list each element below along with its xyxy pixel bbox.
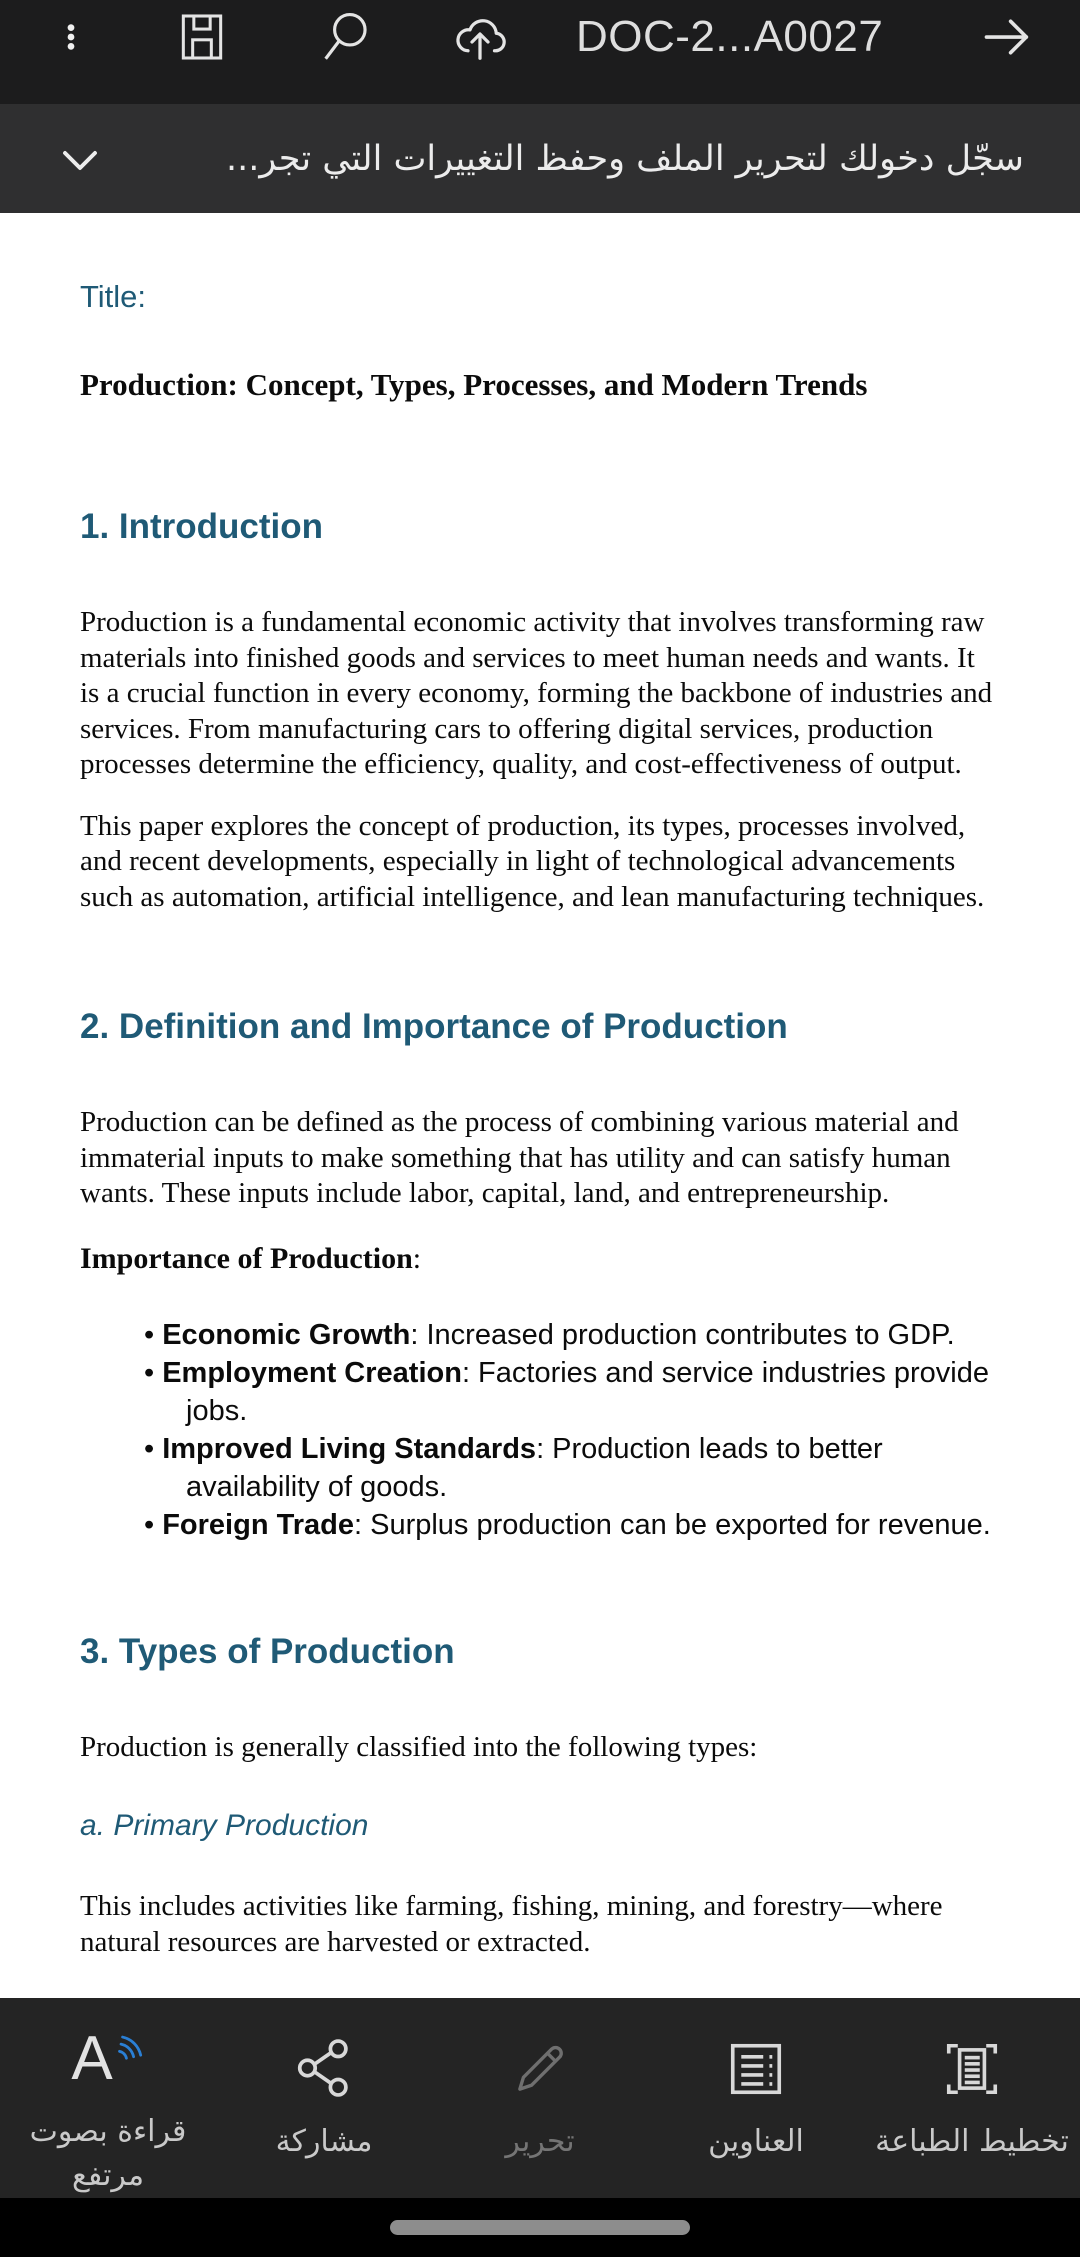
importance-of-production-label xyxy=(80,1242,994,1276)
headings-label: العناوين xyxy=(708,2124,804,2159)
document-view[interactable] xyxy=(0,213,1080,2063)
paragraph-intro-1: Production is a fundamental economic activity that involves transforming raw materials into finished goods and services to meet human needs and wants. It is a crucial function in every economy, forming the backbone of industries and services. From manufacturing cars to offering digital services, production processes determine the efficiency, quality, and cost-effectiveness of output. xyxy=(80,606,993,780)
section-heading-definition: 2. Definition and Importance of Production xyxy=(80,1007,788,1046)
cloud-upload-icon[interactable] xyxy=(450,7,510,67)
bullet-improved-living-standards: • Improved Living Standards: Production leads to better availability of goods. xyxy=(80,1430,994,1506)
share-icon xyxy=(292,2026,356,2100)
read-aloud-label: قراءة بصوت مرتفع xyxy=(29,2114,187,2193)
share-label: مشاركة xyxy=(275,2124,373,2159)
bottom-toolbar xyxy=(0,1998,1080,2198)
subheading-primary-production: a. Primary Production xyxy=(80,1809,369,1842)
headings-icon xyxy=(725,2026,787,2100)
print-layout-icon xyxy=(941,2026,1003,2100)
importance-bullet-list xyxy=(80,1316,994,1544)
home-bar-area xyxy=(0,2198,1080,2257)
document-title-topbar: DOC-2...A0027 xyxy=(576,12,884,61)
share-button[interactable] xyxy=(216,1998,432,2198)
paragraph-definition: Production can be defined as the process of combining various material and immaterial inputs to make something that has utility and can satisfy human wants. These inputs include labor, capital, land, and entrepreneurship. xyxy=(80,1106,959,1209)
bullet-foreign-trade: • Foreign Trade: Surplus production can be exported for revenue. xyxy=(80,1506,994,1544)
headings-button[interactable] xyxy=(648,1998,864,2198)
paragraph-intro-2: This paper explores the concept of production, its types, processes involved, and recent developments, especially in light of technological advancements such as automation, artificial intelligence, and lean manufacturing techniques. xyxy=(80,809,985,913)
section-heading-introduction: 1. Introduction xyxy=(80,507,324,546)
kebab-menu-icon[interactable] xyxy=(56,9,86,65)
importance-colon: : xyxy=(412,1241,422,1275)
top-app-bar xyxy=(0,0,1080,104)
importance-bold-text: Importance of Production xyxy=(80,1241,413,1275)
arrow-forward-icon[interactable] xyxy=(978,8,1036,66)
read-aloud-icon: A xyxy=(71,2026,144,2090)
bullet-employment-creation: • Employment Creation: Factories and service industries provide jobs. xyxy=(80,1354,994,1430)
print-layout-button[interactable] xyxy=(864,1998,1080,2198)
doc-field-title-label: Title: xyxy=(80,279,147,314)
sign-in-banner[interactable] xyxy=(0,104,1080,213)
home-indicator[interactable] xyxy=(390,2220,690,2235)
paragraph-primary: This includes activities like farming, fishing, mining, and forestry—where natural resources are harvested or extracted. xyxy=(80,1890,943,1958)
paragraph-types-intro: Production is generally classified into the following types: xyxy=(80,1730,758,1763)
print-layout-label: تخطيط الطباعة xyxy=(875,2124,1069,2159)
sign-in-banner-message: سجّل دخولك لتحرير الملف وحفظ التغييرات التي تجر... xyxy=(226,138,1024,179)
edit-label: تحرير xyxy=(505,2124,575,2159)
chevron-down-icon[interactable] xyxy=(56,145,104,179)
doc-main-title: Production: Concept, Types, Processes, and Modern Trends xyxy=(80,367,868,402)
edit-pencil-icon xyxy=(509,2026,571,2100)
bullet-economic-growth: • Economic Growth: Increased production contributes to GDP. xyxy=(80,1316,994,1354)
search-icon[interactable] xyxy=(316,8,374,66)
save-icon[interactable] xyxy=(174,9,230,65)
section-heading-types: 3. Types of Production xyxy=(80,1631,455,1671)
edit-button xyxy=(432,1998,648,2198)
read-aloud-button[interactable] xyxy=(0,1998,216,2198)
